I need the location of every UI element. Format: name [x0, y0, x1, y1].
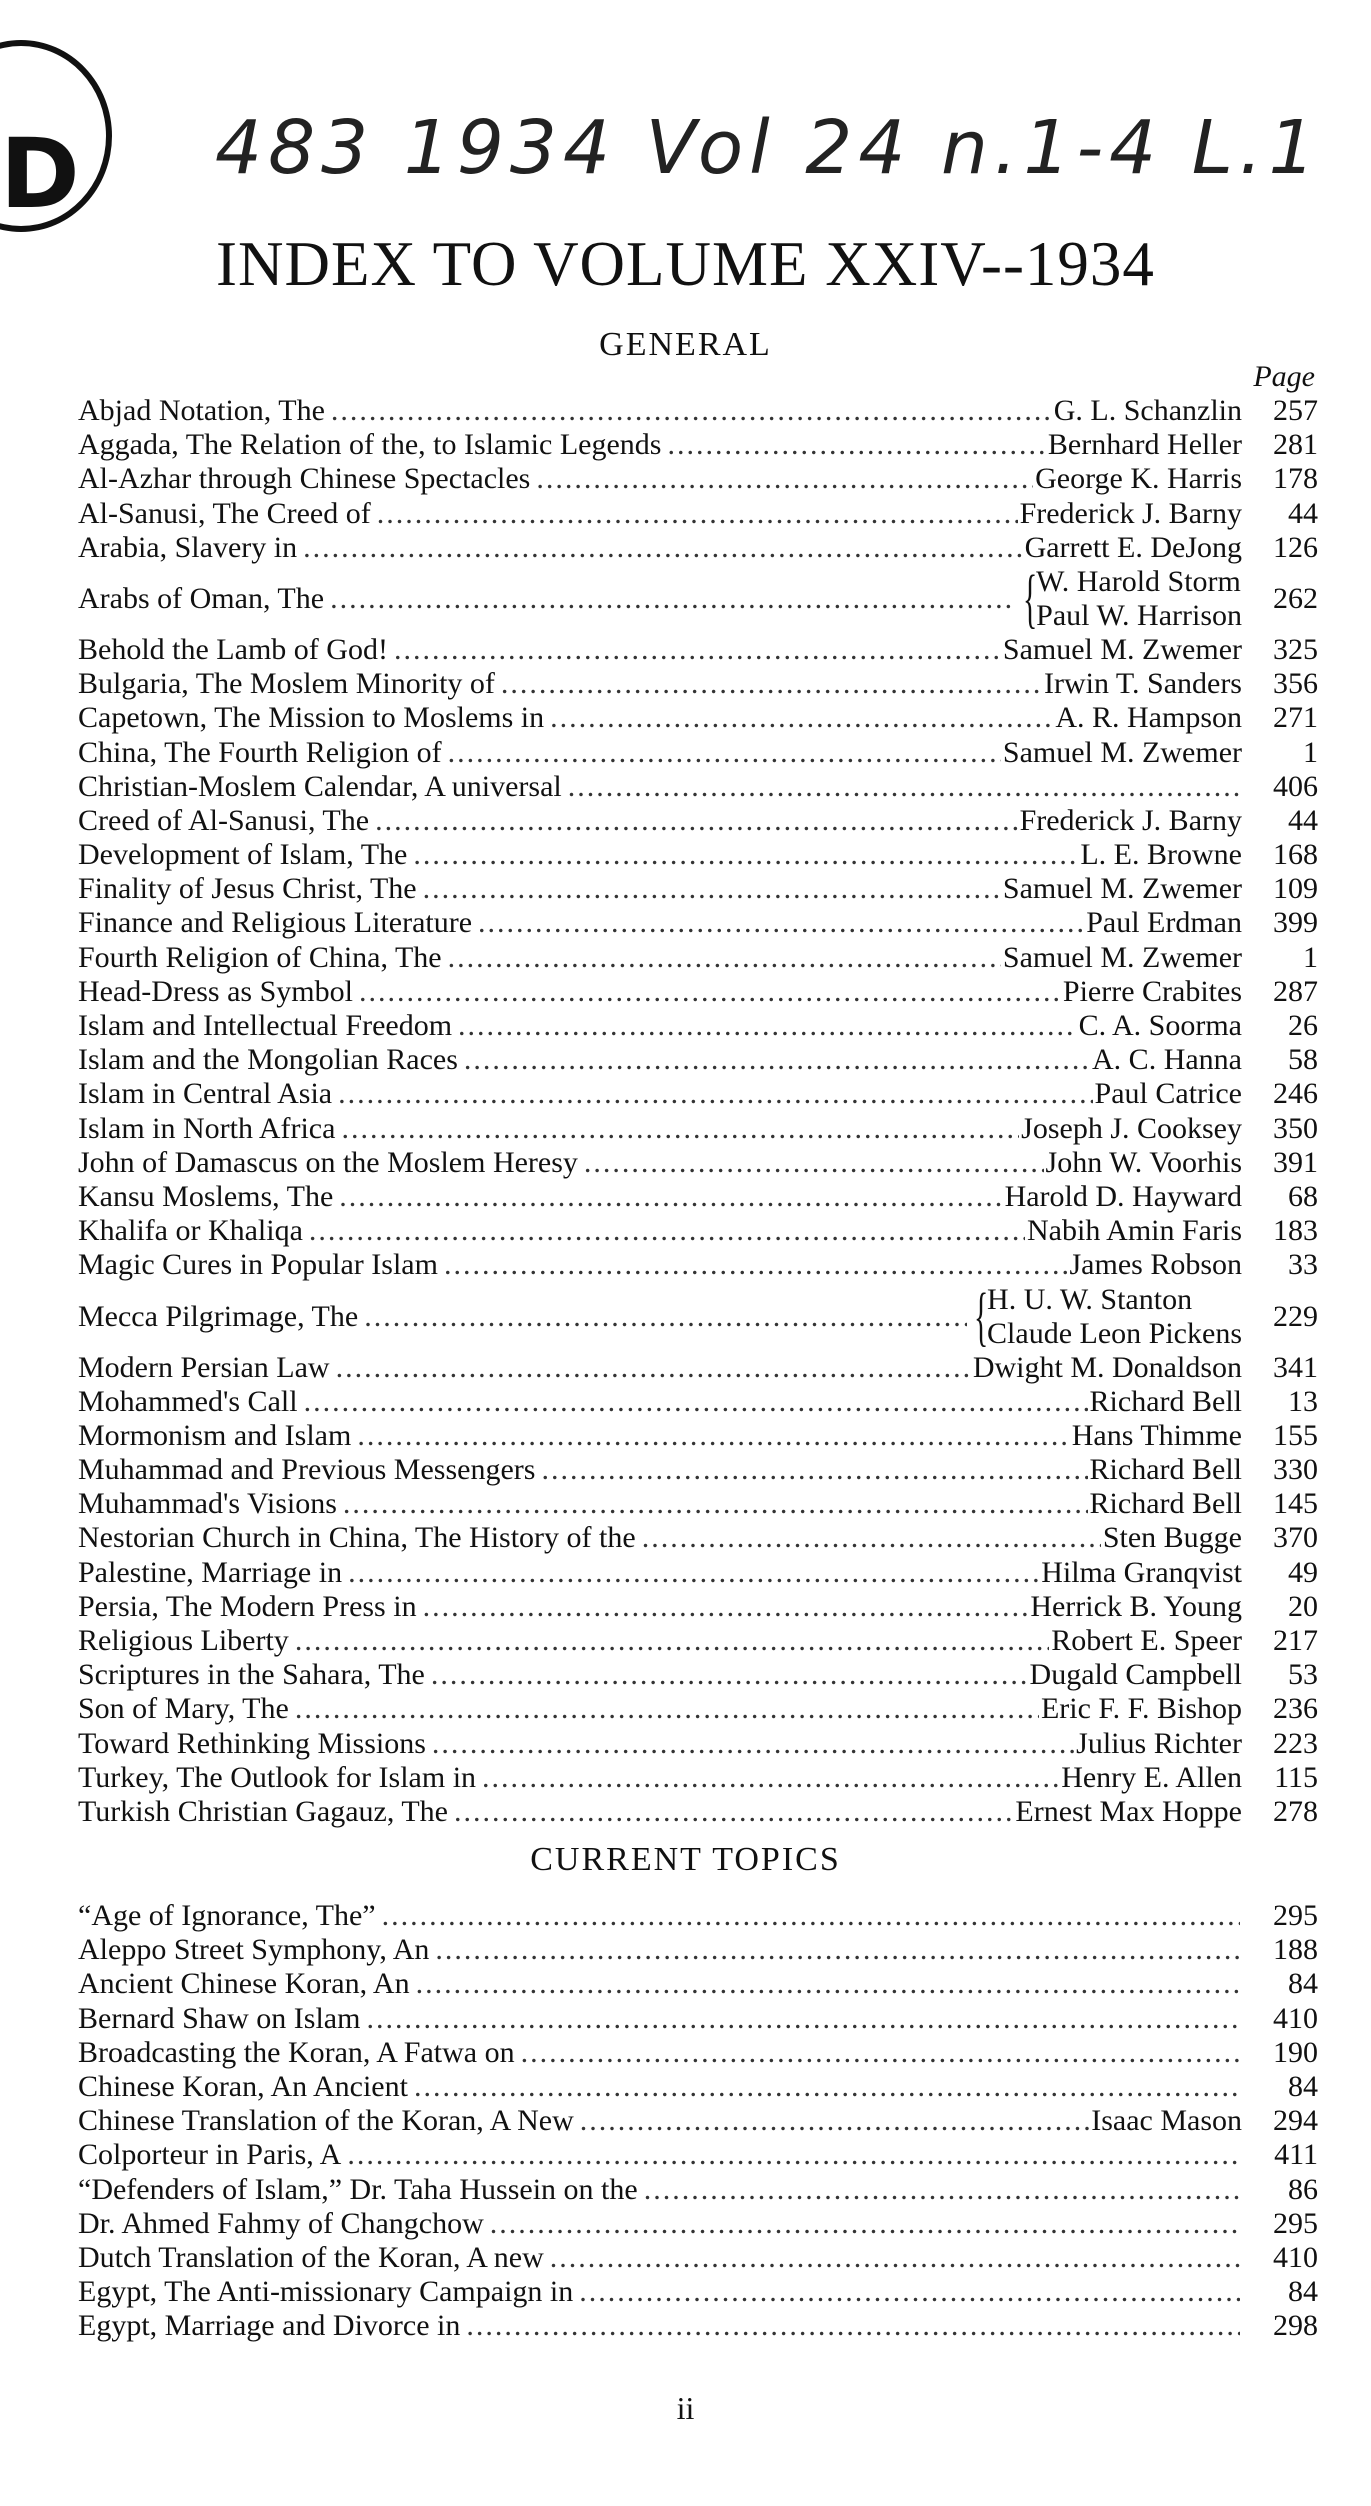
- index-entry: [78, 2207, 1318, 2241]
- index-entry: [78, 1521, 1318, 1555]
- entry-page: 1: [1303, 735, 1318, 769]
- dot-leader: [343, 1487, 1088, 1521]
- entry-author: Nabih Amin Faris: [1027, 1214, 1242, 1248]
- entry-author: Samuel M. Zwemer: [1002, 735, 1242, 769]
- dot-leader: [501, 667, 1042, 701]
- entry-title: Aggada, The Relation of the, to Islamic Legends: [78, 428, 662, 462]
- entry-title: Arabia, Slavery in: [78, 530, 298, 564]
- index-entry: [78, 1112, 1318, 1146]
- entry-authors: [1016, 561, 1242, 635]
- entry-title: Al-Azhar through Chinese Spectacles: [78, 462, 531, 496]
- entry-page: 183: [1273, 1214, 1318, 1248]
- brace: {: [973, 1279, 989, 1353]
- index-entry: [78, 667, 1318, 701]
- dot-leader: [448, 736, 1001, 770]
- index-entry: [78, 1077, 1318, 1111]
- dot-leader: [394, 633, 1001, 667]
- entry-title: Capetown, The Mission to Moslems in: [78, 701, 545, 735]
- entry-title: Al-Sanusi, The Creed of: [78, 496, 371, 530]
- entry-author: Sten Bugge: [1102, 1521, 1242, 1555]
- entry-page: 190: [1273, 2035, 1318, 2069]
- entry-title: Nestorian Church in China, The History of the: [78, 1521, 636, 1555]
- entry-page: 13: [1288, 1384, 1318, 1418]
- entry-title: Modern Persian Law: [78, 1350, 330, 1384]
- entry-author: Eric F. F. Bishop: [1040, 1692, 1242, 1726]
- index-entry: [78, 838, 1318, 872]
- entry-author: Paul Catrice: [1094, 1077, 1242, 1111]
- entry-title: Egypt, Marriage and Divorce in: [78, 2309, 461, 2343]
- entry-page: 178: [1273, 462, 1318, 496]
- dot-leader: [464, 1043, 1090, 1077]
- entry-author: Samuel M. Zwemer: [1002, 632, 1242, 666]
- dot-leader: [303, 531, 1022, 565]
- entry-title: Muhammad's Visions: [78, 1487, 337, 1521]
- entry-title: Palestine, Marriage in: [78, 1555, 343, 1589]
- entry-author: Isaac Mason: [1091, 2104, 1242, 2138]
- entry-author: Hilma Granqvist: [1041, 1555, 1242, 1589]
- entry-page: 26: [1288, 1009, 1318, 1042]
- dot-leader: [584, 1146, 1044, 1180]
- index-entry: [78, 2036, 1318, 2070]
- entry-author: Joseph J. Cooksey: [1021, 1111, 1242, 1145]
- entry-title: Dutch Translation of the Koran, A new: [78, 2240, 544, 2274]
- entry-page: 58: [1288, 1043, 1318, 1077]
- dot-leader: [295, 1692, 1039, 1726]
- dot-leader: [536, 462, 1033, 496]
- entry-page: 115: [1274, 1760, 1318, 1794]
- entry-page: 44: [1288, 496, 1318, 530]
- dot-leader: [444, 1248, 1068, 1282]
- entry-title: Finality of Jesus Christ, The: [78, 872, 417, 906]
- entry-page: 68: [1288, 1179, 1318, 1213]
- entry-page: 298: [1273, 2309, 1318, 2343]
- entry-title: John of Damascus on the Moslem Heresy: [78, 1145, 578, 1179]
- index-entry: [78, 1043, 1318, 1077]
- entry-page: 126: [1273, 530, 1318, 564]
- entry-title: Creed of Al-Sanusi, The: [78, 803, 370, 837]
- index-entry: [78, 1727, 1318, 1761]
- dot-leader: [336, 1351, 971, 1385]
- index-entry: [78, 394, 1318, 428]
- entry-author: Ernest Max Hoppe: [1015, 1794, 1242, 1828]
- index-entry: [78, 2275, 1318, 2309]
- entry-author: H. U. W. Stanton: [987, 1282, 1193, 1316]
- entry-title: Turkey, The Outlook for Islam in: [78, 1760, 477, 1794]
- entry-page: 330: [1273, 1453, 1318, 1487]
- dot-leader: [642, 1521, 1101, 1555]
- entry-author: Hans Thimme: [1071, 1418, 1242, 1452]
- entry-title: Fourth Religion of China, The: [78, 940, 442, 974]
- entry-title: Bulgaria, The Moslem Minority of: [78, 667, 495, 701]
- entry-page: 84: [1288, 1967, 1318, 2001]
- entry-author: G. L. Schanzlin: [1053, 394, 1242, 427]
- index-entry: [78, 1761, 1318, 1795]
- general-section-heading: GENERAL: [599, 326, 772, 363]
- current-topics-index-list: [78, 1899, 1318, 2343]
- entry-page: 33: [1288, 1248, 1318, 1282]
- dot-leader: [432, 1727, 1074, 1761]
- page-number: ii: [676, 2390, 695, 2426]
- entry-author: Richard Bell: [1089, 1487, 1242, 1521]
- dot-leader: [541, 1453, 1087, 1487]
- entry-title: Islam and the Mongolian Races: [78, 1043, 458, 1077]
- entry-page: 84: [1288, 2275, 1318, 2309]
- entry-title: Development of Islam, The: [78, 838, 408, 872]
- entry-author: James Robson: [1069, 1248, 1242, 1282]
- dot-leader: [550, 2241, 1240, 2275]
- entry-author: A. R. Hampson: [1055, 701, 1242, 735]
- entry-page: 262: [1273, 581, 1318, 615]
- dot-leader: [478, 906, 1084, 940]
- index-entry: [78, 906, 1318, 940]
- dot-leader: [644, 2173, 1240, 2207]
- entry-page: 294: [1273, 2104, 1318, 2138]
- handwritten-catalog-note: 483 1934 Vol 24 n.1-4 L.1: [215, 105, 1322, 191]
- entry-title: Kansu Moslems, The: [78, 1179, 334, 1213]
- entry-page: 410: [1273, 2240, 1318, 2274]
- dot-leader: [667, 428, 1045, 462]
- entry-author: George K. Harris: [1035, 462, 1242, 496]
- index-entry: [78, 1248, 1318, 1282]
- entry-author: John W. Voorhis: [1045, 1145, 1242, 1179]
- dot-leader: [550, 701, 1053, 735]
- entry-page: 278: [1273, 1794, 1318, 1828]
- entry-page: 350: [1273, 1111, 1318, 1145]
- index-entry: [78, 2002, 1318, 2036]
- entry-author: Dugald Campbell: [1029, 1658, 1242, 1692]
- general-index-list: [78, 394, 1318, 1829]
- entry-page: 325: [1273, 632, 1318, 666]
- page-title: INDEX TO VOLUME XXIV--1934: [216, 229, 1155, 299]
- entry-title: Egypt, The Anti-missionary Campaign in: [78, 2275, 574, 2309]
- entry-page: 406: [1273, 769, 1318, 803]
- entry-page: 341: [1273, 1350, 1318, 1384]
- dot-leader: [580, 2104, 1089, 2138]
- entry-author: Claude Leon Pickens: [987, 1316, 1242, 1350]
- entry-page: 295: [1273, 1899, 1318, 1932]
- dot-leader: [364, 1283, 967, 1351]
- dot-leader: [435, 1933, 1240, 1967]
- entry-author: Julius Richter: [1076, 1726, 1242, 1760]
- entry-title: Bernard Shaw on Islam: [78, 2001, 361, 2035]
- index-entry: [78, 975, 1318, 1009]
- entry-author: Richard Bell: [1089, 1384, 1242, 1418]
- index-entry: [78, 1692, 1318, 1726]
- index-entry: [78, 736, 1318, 770]
- dot-leader: [359, 975, 1061, 1009]
- entry-author: Pierre Crabites: [1062, 974, 1242, 1008]
- dot-leader: [341, 1112, 1019, 1146]
- index-entry: [78, 2309, 1318, 2343]
- dot-leader: [458, 1009, 1077, 1043]
- dot-leader: [304, 1385, 1088, 1419]
- index-entry: [78, 770, 1318, 804]
- dot-leader: [490, 2207, 1240, 2241]
- index-entry: [78, 1795, 1318, 1829]
- entry-page: 145: [1273, 1487, 1318, 1521]
- dot-leader: [448, 941, 1001, 975]
- dot-leader: [382, 1899, 1240, 1933]
- entry-title: Scriptures in the Sahara, The: [78, 1658, 425, 1692]
- entry-page: 86: [1288, 2172, 1318, 2206]
- entry-page: 229: [1273, 1299, 1318, 1333]
- index-entry: [78, 2173, 1318, 2207]
- entry-page: 217: [1273, 1624, 1318, 1657]
- dot-leader: [338, 1077, 1092, 1111]
- entry-title: Mecca Pilgrimage, The: [78, 1299, 359, 1333]
- entry-author: Dwight M. Donaldson: [972, 1350, 1242, 1384]
- dot-leader: [454, 1795, 1013, 1829]
- entry-title: Mormonism and Islam: [78, 1418, 352, 1452]
- entry-page: 281: [1273, 428, 1318, 462]
- dot-leader: [295, 1624, 1049, 1658]
- dot-leader: [414, 2070, 1240, 2104]
- index-entry: [78, 941, 1318, 975]
- dot-leader: [347, 2138, 1240, 2172]
- index-entry: [78, 1624, 1318, 1658]
- entry-page: 295: [1273, 2206, 1318, 2240]
- index-entry: [78, 2070, 1318, 2104]
- entry-author: Paul W. Harrison: [1036, 598, 1242, 632]
- index-entry: [78, 1658, 1318, 1692]
- index-entry: [78, 1419, 1318, 1453]
- dot-leader: [377, 497, 1018, 531]
- library-stamp-letter: D: [0, 118, 80, 230]
- entry-title: Turkish Christian Gagauz, The: [78, 1794, 448, 1828]
- entry-page: 246: [1273, 1077, 1318, 1111]
- index-entry: [78, 1487, 1318, 1521]
- entry-page: 370: [1273, 1521, 1318, 1555]
- entry-author: Bernhard Heller: [1047, 428, 1242, 462]
- entry-page: 223: [1273, 1726, 1318, 1760]
- entry-page: 236: [1273, 1692, 1318, 1726]
- entry-title: Toward Rethinking Missions: [78, 1726, 426, 1760]
- current-topics-section-heading: CURRENT TOPICS: [530, 1841, 841, 1878]
- entry-author: Paul Erdman: [1086, 906, 1242, 940]
- index-entry: [78, 428, 1318, 462]
- entry-page: 168: [1273, 838, 1318, 872]
- entry-title: China, The Fourth Religion of: [78, 735, 442, 769]
- index-entry: [78, 1279, 1318, 1353]
- dot-leader: [330, 565, 1016, 633]
- entry-title: Islam and Intellectual Freedom: [78, 1009, 453, 1042]
- index-entry: [78, 2104, 1318, 2138]
- entry-author: W. Harold Storm: [1036, 564, 1241, 598]
- entry-page: 188: [1273, 1933, 1318, 1967]
- dot-leader: [413, 838, 1078, 872]
- entry-page: 20: [1288, 1589, 1318, 1623]
- dot-leader: [416, 1967, 1240, 2001]
- entry-title: Khalifa or Khaliqa: [78, 1214, 303, 1248]
- entry-title: Islam in Central Asia: [78, 1077, 333, 1111]
- entry-page: 109: [1273, 872, 1318, 906]
- dot-leader: [579, 2275, 1240, 2309]
- entry-title: Aleppo Street Symphony, An: [78, 1933, 430, 1967]
- entry-page: 271: [1273, 701, 1318, 735]
- entry-author: Irwin T. Sanders: [1043, 667, 1242, 701]
- dot-leader: [482, 1761, 1059, 1795]
- entry-title: Magic Cures in Popular Islam: [78, 1248, 438, 1282]
- index-entry: [78, 1453, 1318, 1487]
- entry-title: Mohammed's Call: [78, 1384, 298, 1418]
- entry-author: A. C. Hanna: [1092, 1043, 1242, 1077]
- entry-author: Harold D. Hayward: [1004, 1179, 1242, 1213]
- entry-page: 1: [1303, 940, 1318, 974]
- index-entry: [78, 561, 1318, 635]
- index-entry: [78, 1967, 1318, 2001]
- entry-page: 155: [1273, 1418, 1318, 1452]
- dot-leader: [357, 1419, 1069, 1453]
- dot-leader: [375, 804, 1017, 838]
- index-entry: [78, 804, 1318, 838]
- entry-author: L. E. Browne: [1080, 838, 1242, 872]
- dot-leader: [466, 2309, 1240, 2343]
- page-column-label: Page: [1253, 360, 1315, 393]
- index-entry: [78, 2241, 1318, 2275]
- entry-title: Ancient Chinese Koran, An: [78, 1967, 410, 2001]
- index-entry: [78, 497, 1318, 531]
- entry-title: Chinese Koran, An Ancient: [78, 2069, 408, 2103]
- dot-leader: [366, 2002, 1240, 2036]
- brace: {: [1023, 561, 1038, 635]
- entry-title: Behold the Lamb of God!: [78, 632, 388, 666]
- entry-title: Colporteur in Paris, A: [78, 2138, 342, 2172]
- index-entry: [78, 1899, 1318, 1933]
- entry-title: Dr. Ahmed Fahmy of Changchow: [78, 2206, 484, 2240]
- entry-page: 44: [1288, 803, 1318, 837]
- index-entry: [78, 1351, 1318, 1385]
- dot-leader: [339, 1180, 1002, 1214]
- index-entry: [78, 1590, 1318, 1624]
- dot-leader: [521, 2036, 1240, 2070]
- entry-author: Herrick B. Young: [1030, 1589, 1242, 1623]
- dot-leader: [348, 1556, 1039, 1590]
- entry-title: Broadcasting the Koran, A Fatwa on: [78, 2035, 515, 2069]
- entry-authors: [967, 1279, 1242, 1353]
- entry-title: Son of Mary, The: [78, 1692, 289, 1726]
- entry-author: Frederick J. Barny: [1019, 803, 1242, 837]
- dot-leader: [431, 1658, 1028, 1692]
- index-entry: [78, 462, 1318, 496]
- entry-author: Samuel M. Zwemer: [1002, 940, 1242, 974]
- entry-title: Religious Liberty: [78, 1624, 289, 1657]
- index-entry: [78, 701, 1318, 735]
- entry-page: 287: [1273, 974, 1318, 1008]
- entry-author: Garrett E. DeJong: [1024, 530, 1242, 564]
- entry-page: 84: [1288, 2069, 1318, 2103]
- entry-page: 399: [1273, 906, 1318, 940]
- entry-page: 49: [1288, 1555, 1318, 1589]
- entry-author: Robert E. Speer: [1051, 1624, 1242, 1657]
- entry-title: “Defenders of Islam,” Dr. Taha Hussein on the: [78, 2172, 638, 2206]
- dot-leader: [423, 872, 1001, 906]
- dot-leader: [331, 394, 1052, 428]
- index-entry: [78, 872, 1318, 906]
- index-entry: [78, 633, 1318, 667]
- entry-author: C. A. Soorma: [1078, 1009, 1242, 1042]
- index-entry: [78, 1385, 1318, 1419]
- index-entry: [78, 1146, 1318, 1180]
- entry-author: Henry E. Allen: [1061, 1760, 1242, 1794]
- entry-title: Head-Dress as Symbol: [78, 974, 353, 1008]
- entry-title: Finance and Religious Literature: [78, 906, 473, 940]
- entry-title: “Age of Ignorance, The”: [78, 1899, 376, 1932]
- entry-author: Frederick J. Barny: [1019, 496, 1242, 530]
- index-entry: [78, 2138, 1318, 2172]
- entry-title: Muhammad and Previous Messengers: [78, 1453, 536, 1487]
- index-entry: [78, 531, 1318, 565]
- index-entry: [78, 1933, 1318, 1967]
- entry-title: Abjad Notation, The: [78, 394, 325, 427]
- entry-page: 356: [1273, 667, 1318, 701]
- entry-title: Chinese Translation of the Koran, A New: [78, 2104, 574, 2138]
- entry-page: 257: [1273, 394, 1318, 427]
- entry-title: Arabs of Oman, The: [78, 581, 325, 615]
- entry-page: 53: [1288, 1658, 1318, 1692]
- index-entry: [78, 1180, 1318, 1214]
- index-entry: [78, 1214, 1318, 1248]
- entry-page: 391: [1273, 1145, 1318, 1179]
- index-entry: [78, 1009, 1318, 1043]
- entry-title: Persia, The Modern Press in: [78, 1589, 417, 1623]
- dot-leader: [309, 1214, 1025, 1248]
- index-entry: [78, 1556, 1318, 1590]
- entry-page: 411: [1274, 2138, 1318, 2172]
- entry-author: Samuel M. Zwemer: [1002, 872, 1242, 906]
- entry-title: Christian-Moslem Calendar, A universal: [78, 769, 562, 803]
- dot-leader: [423, 1590, 1029, 1624]
- entry-page: 410: [1273, 2001, 1318, 2035]
- entry-title: Islam in North Africa: [78, 1111, 336, 1145]
- dot-leader: [568, 770, 1240, 804]
- entry-author: Richard Bell: [1089, 1453, 1242, 1487]
